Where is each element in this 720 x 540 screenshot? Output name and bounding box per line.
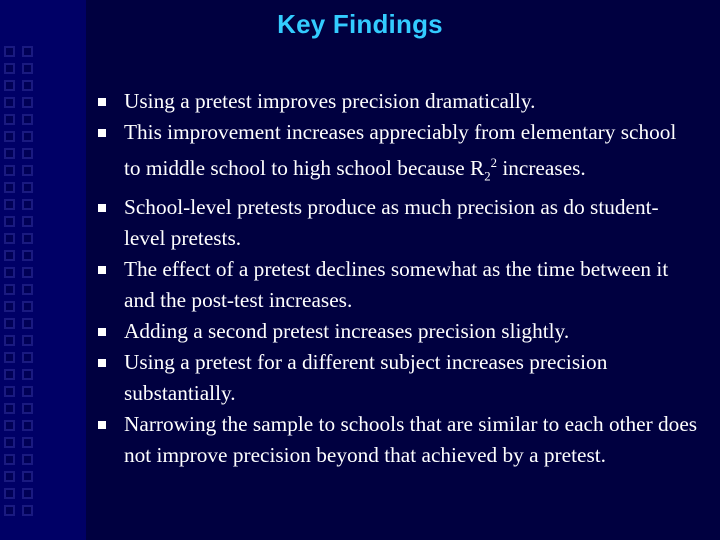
decorative-square (22, 488, 33, 499)
decorative-square (4, 63, 15, 74)
bullet-text: Using a pretest improves precision dramatically. (124, 89, 536, 113)
decorative-square (4, 318, 15, 329)
decorative-square (22, 505, 33, 516)
bullet-text: The effect of a pretest declines somewhat as the time between it and the post-test increases. (124, 257, 669, 313)
decorative-square (22, 369, 33, 380)
bullet-text-before: This improvement increases appreciably from elementary school to middle school to high school because R (124, 120, 677, 181)
bullet-item (98, 117, 698, 192)
left-decorative-strip (0, 0, 86, 540)
decorative-square (4, 386, 15, 397)
decorative-square (4, 471, 15, 482)
decorative-square (22, 386, 33, 397)
bullet-item (98, 254, 698, 316)
decorative-square (4, 454, 15, 465)
square-bullet-icon (98, 266, 106, 274)
decorative-square (22, 335, 33, 346)
decorative-square (22, 301, 33, 312)
decorative-square (22, 403, 33, 414)
decorative-square (4, 437, 15, 448)
subscript: 2 (484, 169, 491, 184)
square-bullet-icon (98, 98, 106, 106)
decorative-square (4, 250, 15, 261)
square-bullet-icon (98, 328, 106, 336)
decorative-square (22, 182, 33, 193)
decorative-square (4, 403, 15, 414)
decorative-square (22, 63, 33, 74)
bullet-text: Adding a second pretest increases precision slightly. (124, 319, 570, 344)
decorative-square (4, 284, 15, 295)
decorative-square (22, 80, 33, 91)
bullet-item (98, 316, 698, 347)
square-bullet-icon (98, 129, 106, 137)
decorative-square (22, 352, 33, 363)
decorative-square (4, 301, 15, 312)
square-bullet-icon (98, 421, 106, 429)
decorative-square (22, 131, 33, 142)
decorative-square (22, 148, 33, 159)
decorative-square (4, 488, 15, 499)
bullet-item (98, 347, 698, 409)
superscript: 2 (490, 156, 497, 170)
decorative-square (22, 97, 33, 108)
slide-title-container (0, 9, 720, 40)
decorative-square (4, 216, 15, 227)
decorative-square (22, 437, 33, 448)
decorative-square-pattern (4, 46, 44, 540)
decorative-square (4, 46, 15, 57)
decorative-square (4, 114, 15, 125)
decorative-square (4, 80, 15, 91)
decorative-square (4, 182, 15, 193)
bullet-text: Narrowing the sample to schools that are similar to each other does not improve precision beyond that achieved by a pretest. (124, 412, 698, 468)
bullet-text: School-level pretests produce as much precision as do student-level pretests. (124, 195, 659, 251)
decorative-square (4, 505, 15, 516)
decorative-square (22, 318, 33, 329)
decorative-square (22, 267, 33, 278)
decorative-square (22, 454, 33, 465)
decorative-square (4, 148, 15, 159)
decorative-square (4, 165, 15, 176)
decorative-square (22, 284, 33, 295)
decorative-square (22, 114, 33, 125)
decorative-square (22, 471, 33, 482)
slide-title: Key Findings (277, 9, 443, 39)
decorative-square (22, 165, 33, 176)
decorative-square (4, 267, 15, 278)
square-bullet-icon (98, 359, 106, 367)
decorative-square (4, 233, 15, 244)
decorative-square (22, 216, 33, 227)
bullet-text-after: increases. (497, 156, 586, 181)
decorative-square (4, 199, 15, 210)
decorative-square (22, 199, 33, 210)
bullet-list (98, 86, 698, 471)
decorative-square (22, 233, 33, 244)
decorative-square (22, 250, 33, 261)
square-bullet-icon (98, 204, 106, 212)
decorative-square (4, 352, 15, 363)
decorative-square (4, 369, 15, 380)
decorative-square (22, 46, 33, 57)
bullet-text: Using a pretest for a different subject increases precision substantially. (124, 350, 608, 406)
decorative-square (4, 131, 15, 142)
decorative-square (4, 420, 15, 431)
bullet-item (98, 86, 698, 117)
bullet-item (98, 409, 698, 471)
bullet-item (98, 192, 698, 254)
decorative-square (22, 420, 33, 431)
decorative-square (4, 97, 15, 108)
decorative-square (4, 335, 15, 346)
